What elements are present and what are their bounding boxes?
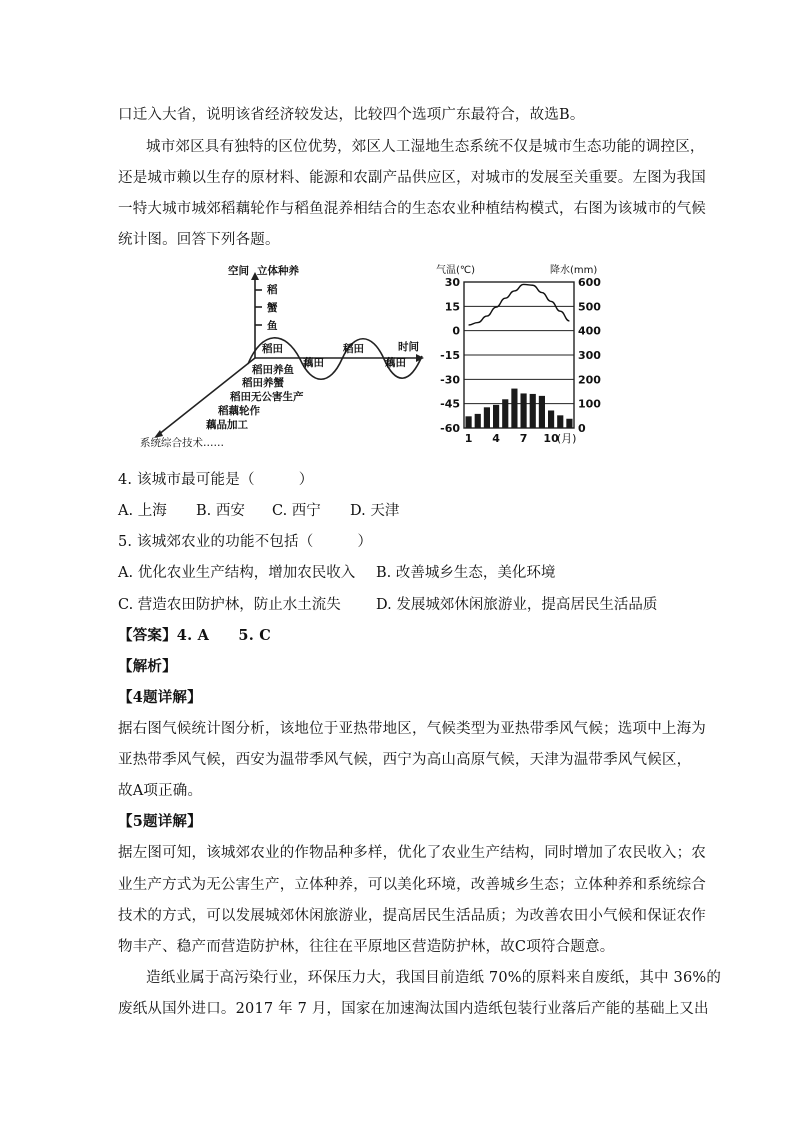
precipitation-bar [557, 415, 563, 428]
right-tick-label: 100 [578, 397, 601, 411]
precipitation-bar [566, 419, 572, 428]
ylabel-right: 降水(mm) [550, 265, 598, 276]
x-unit-label: (月) [556, 432, 577, 445]
left-tick-label: -15 [440, 349, 460, 362]
stack-item: 稻 [267, 284, 278, 296]
left-tick-label: -30 [440, 373, 460, 387]
climate-chart [432, 260, 622, 455]
paragraph-line: 还是城市赖以生存的原材料、能源和农副产品供应区，对城市的发展至关重要。左图为我国 [118, 170, 706, 186]
right-tick-label: 0 [578, 422, 586, 435]
ylabel-left: 气温(℃) [436, 265, 476, 276]
paragraph-line: 一特大城市城郊稻藕轮作与稻鱼混养相结合的生态农业种植结构模式，右图为该城市的气候 [118, 201, 706, 217]
wave-label: 藕田 [303, 357, 324, 369]
right-tick-label: 400 [578, 324, 601, 338]
left-tick-label: 15 [444, 300, 460, 314]
q4-option-c[interactable]: C. 西宁 [272, 503, 321, 519]
q5-detail-line: 技术的方式，可以发展城郊休闲旅游业，提高居民生活品质；为改善农田小气候和保证农作 [118, 908, 706, 924]
left-tick-label: 30 [444, 276, 460, 289]
diag-item: 稻田养鱼 [252, 364, 294, 376]
q5-detail-line: 业生产方式为无公害生产，立体种养，可以美化环境，改善城乡生态；立体种养和系统综合 [118, 877, 706, 893]
answer-line: 【答案】4. A 5. C [118, 627, 271, 644]
precipitation-bar [475, 414, 481, 428]
right-tick-label: 200 [578, 373, 601, 387]
paragraph-line: 废纸从国外进口。2017 年 7 月，国家在加速淘汰国内造纸包装行业落后产能的基础上又出 [118, 1001, 709, 1017]
axis-stack-header: 立体种养 [257, 265, 299, 277]
paragraph-line: 造纸业属于高污染行业，环保压力大，我国目前造纸 70%的原料来自废纸，其中 36%的 [146, 970, 722, 986]
paragraph-line: 城市郊区具有独特的区位优势，郊区人工湿地生态系统不仅是城市生态功能的调控区， [146, 139, 705, 155]
q5-detail-header: 【5题详解】 [118, 813, 202, 830]
precipitation-bar [530, 394, 536, 428]
stack-item: 鱼 [267, 320, 278, 332]
q4-detail-line: 据右图气候统计图分析，该地位于亚热带地区，气候类型为亚热带季风气候；选项中上海为 [118, 721, 706, 737]
q4-option-b[interactable]: B. 西安 [196, 503, 245, 519]
agriculture-model-diagram [140, 260, 430, 455]
paragraph-line: 口迁入大省，说明该省经济较发达，比较四个选项广东最符合，故选B。 [118, 107, 585, 123]
right-tick-label: 500 [578, 300, 601, 314]
diag-item: 稻田养蟹 [242, 377, 284, 389]
q5-option-c[interactable]: C. 营造农田防护林，防止水土流失 [118, 597, 341, 613]
precipitation-bar [539, 396, 545, 428]
wave-label: 稻田 [343, 343, 364, 355]
q5-detail-line: 物丰产、稳产而营造防护林，往往在平原地区营造防护林，故C项符合题意。 [118, 939, 615, 955]
analysis-header: 【解析】 [118, 658, 177, 675]
left-tick-label: 0 [452, 324, 460, 338]
q4-detail-line: 亚热带季风气候，西安为温带季风气候，西宁为高山高原气候，天津为温带季风气候区， [118, 752, 692, 768]
temperature-line [469, 284, 570, 325]
axis-time-label: 时间 [398, 341, 419, 353]
q5-detail-line: 据左图可知，该城郊农业的作物品种多样，优化了农业生产结构，同时增加了农民收入；农 [118, 845, 706, 861]
q5-option-a[interactable]: A. 优化农业生产结构，增加农民收入 [118, 565, 356, 581]
x-tick-label: 7 [519, 432, 528, 445]
q5-option-b[interactable]: B. 改善城乡生态，美化环境 [376, 565, 556, 581]
precipitation-bar [548, 410, 554, 428]
stack-item: 蟹 [267, 302, 278, 314]
q4-option-d[interactable]: D. 天津 [350, 503, 400, 519]
precipitation-bar [502, 399, 508, 428]
precipitation-bar [466, 416, 472, 428]
left-tick-label: -60 [440, 422, 460, 435]
diag-end: 系统综合技术…… [140, 437, 224, 449]
precipitation-bar [484, 407, 490, 428]
diag-item: 稻藕轮作 [218, 405, 260, 417]
q4-detail-header: 【4题详解】 [118, 689, 202, 706]
x-tick-label: 4 [492, 432, 500, 445]
question-4: 4. 该城市最可能是（ ） [118, 472, 314, 488]
question-5: 5. 该城郊农业的功能不包括（ ） [118, 534, 373, 550]
q4-option-a[interactable]: A. 上海 [118, 503, 167, 519]
diag-item: 藕品加工 [206, 419, 248, 431]
x-tick-label: 10 [543, 432, 559, 445]
left-tick-label: -45 [440, 397, 460, 411]
diag-item: 稻田无公害生产 [230, 391, 304, 403]
x-tick-label: 1 [464, 432, 473, 445]
precipitation-bar [511, 389, 517, 428]
wave-label: 藕田 [385, 357, 406, 369]
axis-space-label: 空间 [228, 265, 249, 277]
paragraph-line: 统计图。回答下列各题。 [118, 232, 280, 248]
precipitation-bar [521, 393, 527, 428]
wave-label: 稻田 [262, 343, 283, 355]
q5-option-d[interactable]: D. 发展城郊休闲旅游业，提高居民生活品质 [376, 597, 658, 613]
q4-detail-line: 故A项正确。 [118, 783, 203, 799]
precipitation-bar [493, 405, 499, 428]
right-tick-label: 600 [578, 276, 601, 289]
right-tick-label: 300 [578, 349, 601, 362]
